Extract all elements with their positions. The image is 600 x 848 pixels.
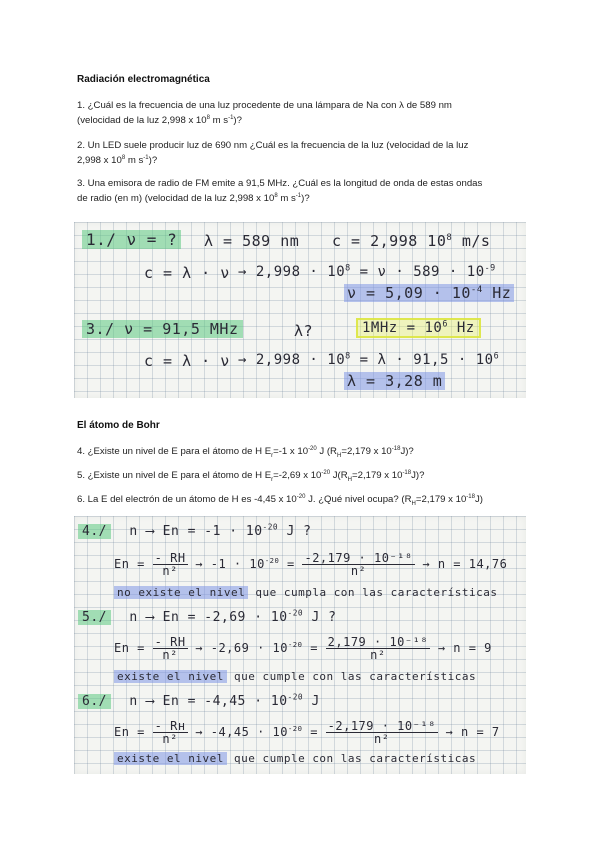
- question-1-unit: m s: [209, 115, 229, 126]
- question-4-text: 4. ¿Existe un nivel de E para el átomo de H E: [77, 446, 272, 457]
- note-4-header: [78, 524, 311, 539]
- note-6-conclusion: [114, 752, 476, 765]
- note-6-result: → n = 7: [445, 725, 500, 739]
- question-3-line-1: 3. Una emisora de radio de FM emite a 91,5 MHz. ¿Cuál es la longitud de onda de estas ondas: [77, 178, 483, 189]
- question-3: [77, 176, 527, 206]
- fraction-denominator: n²: [162, 648, 178, 662]
- answer-5-label: 5./: [78, 610, 111, 625]
- fraction-numerator: - RH: [154, 635, 186, 649]
- note-lambda-question: λ?: [294, 322, 314, 340]
- question-2-line-2: [77, 153, 527, 168]
- exponent: 8: [274, 192, 278, 199]
- exponent: -18: [402, 469, 412, 476]
- note-6-energy: [129, 694, 319, 709]
- question-5: [77, 468, 547, 483]
- note-4-calc: [114, 552, 507, 577]
- subscript: r: [271, 476, 274, 483]
- conclusion-highlight: existe el nivel: [114, 752, 227, 765]
- exponent: -20: [264, 556, 280, 565]
- question-5-text: 5. ¿Existe un nivel de E para el átomo de H E: [77, 470, 272, 481]
- exponent: -4: [470, 285, 483, 295]
- exponent: -20: [296, 493, 306, 500]
- question-6-end: J): [474, 494, 483, 505]
- section-title-radiation: Radiación electromagnética: [77, 74, 210, 85]
- energy-text: n ⟶ En = -1 · 10: [129, 524, 263, 539]
- note-substitution-1: [238, 264, 496, 280]
- section-title-bohr: El átomo de Bohr: [77, 420, 160, 431]
- note-5-energy: [129, 610, 336, 625]
- result-3-value: λ = 3,28 m: [344, 372, 445, 390]
- fraction-numerator: -2,179 · 10⁻¹⁸: [327, 719, 436, 733]
- fraction-numerator: - RH: [154, 551, 186, 565]
- note-5-step: [195, 641, 318, 655]
- exponent: 8: [206, 114, 210, 121]
- note-formula-1: c = λ · ν: [144, 264, 230, 282]
- question-2-line-1: 2. Un LED suele producir luz de 690 nm ¿Cuál es la frecuencia de la luz (velocidad de la luz: [77, 140, 469, 151]
- speed-value: c = 2,998 10: [332, 232, 447, 250]
- question-4-constant: J (R: [316, 446, 337, 457]
- note-4-energy: [129, 524, 311, 539]
- exponent: -20: [287, 692, 304, 702]
- result-1-value: ν = 5,09 · 10: [347, 284, 471, 302]
- exponent: -1: [295, 192, 302, 199]
- fraction-denominator: n²: [162, 732, 178, 746]
- answer-4-label: 4./: [78, 524, 111, 539]
- handwritten-notes-bohr: [74, 516, 526, 774]
- conversion-value: 1MHz = 10: [362, 320, 443, 336]
- note-result-3: [344, 372, 445, 390]
- exponent: -20: [321, 469, 331, 476]
- question-5-constant-value: =2,179 x 10: [352, 470, 403, 481]
- question-6: [77, 492, 547, 507]
- step-text: → -2,69 · 10: [195, 641, 288, 655]
- note-6-step: [195, 725, 318, 739]
- note-result-1: [344, 284, 514, 302]
- substitution-right: = λ · 91,5 · 10: [350, 352, 494, 368]
- question-6-text: 6. La E del electrón de un átomo de H es -4,45 x 10: [77, 494, 297, 505]
- question-3-end: )?: [301, 193, 310, 204]
- note-6-header: [78, 694, 320, 709]
- answer-6-label: 6./: [78, 694, 111, 709]
- fraction: [153, 552, 188, 577]
- fraction: [326, 720, 438, 745]
- equals: =: [302, 641, 318, 655]
- conclusion-text: que cumpla con las características: [248, 586, 498, 599]
- conclusion-highlight: existe el nivel: [114, 670, 227, 683]
- question-3-unit: m s: [277, 193, 296, 204]
- note-4-result: → n = 14,76: [422, 557, 508, 571]
- fraction-denominator: n²: [374, 732, 390, 746]
- question-2-end: )?: [148, 155, 158, 166]
- question-4-constant-value: =2,179 x 10: [341, 446, 392, 457]
- exponent: 6: [493, 350, 500, 361]
- question-5-end: J)?: [411, 470, 425, 481]
- answer-1-label: 1./ ν = ?: [82, 230, 181, 249]
- exponent: -20: [287, 608, 304, 618]
- energy-text: n ⟶ En = -4,45 · 10: [129, 694, 288, 709]
- substitution-left: → 2,998 · 10: [238, 264, 346, 280]
- subscript: H: [347, 476, 353, 483]
- note-6-calc: [114, 720, 500, 745]
- fraction-denominator: n²: [162, 564, 178, 578]
- question-5-constant: J(R: [330, 470, 348, 481]
- exponent: 6: [442, 318, 448, 329]
- note-5-result: → n = 9: [437, 641, 492, 655]
- question-4: [77, 444, 547, 459]
- handwritten-notes-radiation: [74, 222, 526, 398]
- step-text: → -1 · 10: [195, 557, 265, 571]
- note-lambda: λ = 589 nm: [204, 232, 300, 250]
- conversion-highlight: [358, 320, 479, 336]
- question-1: [77, 98, 527, 128]
- note-5-conclusion: [114, 670, 476, 683]
- exponent: -18: [466, 493, 475, 500]
- note-5-calc: [114, 636, 492, 661]
- conclusion-text: que cumple con las características: [226, 670, 477, 683]
- question-4-value: =-1 x 10: [273, 446, 309, 457]
- exponent: 8: [446, 233, 453, 243]
- fraction-denominator: n²: [350, 564, 367, 578]
- question-1-text: (velocidad de la luz 2,998 x 10: [77, 115, 207, 126]
- energy-symbol: En =: [114, 557, 145, 571]
- result-1-highlight: [344, 284, 514, 302]
- note-formula-3: c = λ · ν: [144, 352, 230, 370]
- energy-text: n ⟶ En = -2,69 · 10: [129, 610, 288, 625]
- fraction-numerator: -2,179 · 10⁻¹⁸: [304, 551, 413, 565]
- fraction-numerator: - Rн: [154, 719, 186, 733]
- note-5-header: [78, 610, 336, 625]
- exponent: -18: [391, 445, 401, 452]
- question-2-unit: m s: [125, 155, 144, 166]
- result-1-unit: Hz: [482, 284, 512, 302]
- note-speed-of-light: [332, 232, 490, 250]
- question-1-line-1: 1. ¿Cuál es la frecuencia de una luz procedente de una lámpara de Na con λ de 589 nm: [77, 100, 452, 111]
- note-line-4: [82, 320, 243, 338]
- question-1-line-2: [77, 113, 527, 128]
- subscript: H: [337, 452, 342, 459]
- exponent: -1: [143, 154, 149, 161]
- question-5-value: =-2,69 x 10: [273, 470, 322, 481]
- note-4-conclusion: [114, 586, 498, 599]
- conclusion-text: que cumple con las características: [226, 752, 477, 765]
- note-substitution-3: [238, 352, 499, 368]
- equals: =: [279, 557, 295, 571]
- question-3-text: de radio (en m) (velocidad de la luz 2,998 x 10: [77, 193, 275, 204]
- conclusion-highlight: no existe el nivel: [114, 586, 248, 599]
- fraction-numerator: 2,179 · 10⁻¹⁸: [327, 635, 429, 649]
- answer-3-label: 3./ ν = 91,5 MHz: [82, 320, 243, 338]
- energy-symbol: En =: [114, 641, 145, 655]
- note-line-1: [82, 230, 181, 249]
- note-4-step: [195, 557, 294, 571]
- exponent: 8: [345, 262, 351, 273]
- exponent: 8: [121, 154, 126, 161]
- fraction: [326, 636, 430, 661]
- energy-end: J ?: [303, 610, 337, 625]
- question-4-end: J)?: [400, 446, 414, 457]
- exponent: -20: [308, 445, 317, 452]
- subscript: H: [411, 500, 416, 507]
- energy-symbol: En =: [114, 725, 145, 739]
- speed-unit: m/s: [452, 232, 491, 250]
- equals: =: [302, 725, 318, 739]
- fraction: [153, 636, 188, 661]
- fraction: [302, 552, 414, 577]
- question-1-end: )?: [233, 115, 242, 126]
- note-conversion: [358, 320, 479, 336]
- step-text: → -4,45 · 10: [195, 725, 288, 739]
- subscript: r: [271, 452, 274, 459]
- exponent: -20: [287, 724, 303, 733]
- fraction-denominator: n²: [370, 648, 386, 662]
- exponent: 8: [345, 350, 351, 361]
- energy-end: J ?: [278, 524, 312, 539]
- question-6-middle: J. ¿Qué nivel ocupa? (R: [305, 494, 412, 505]
- conversion-unit: Hz: [447, 320, 475, 336]
- energy-end: J: [303, 694, 320, 709]
- exponent: -20: [287, 640, 303, 649]
- exponent: -1: [228, 114, 234, 121]
- exponent: -9: [484, 262, 496, 273]
- question-3-line-2: [77, 191, 527, 206]
- question-6-constant-value: =2,179 x 10: [415, 494, 467, 505]
- question-2: [77, 138, 527, 168]
- substitution-right: = ν · 589 · 10: [350, 264, 485, 280]
- substitution-left: → 2,998 · 10: [238, 352, 346, 368]
- question-2-text: 2,998 x 10: [77, 155, 122, 166]
- exponent: -20: [262, 522, 279, 532]
- fraction: [153, 720, 188, 745]
